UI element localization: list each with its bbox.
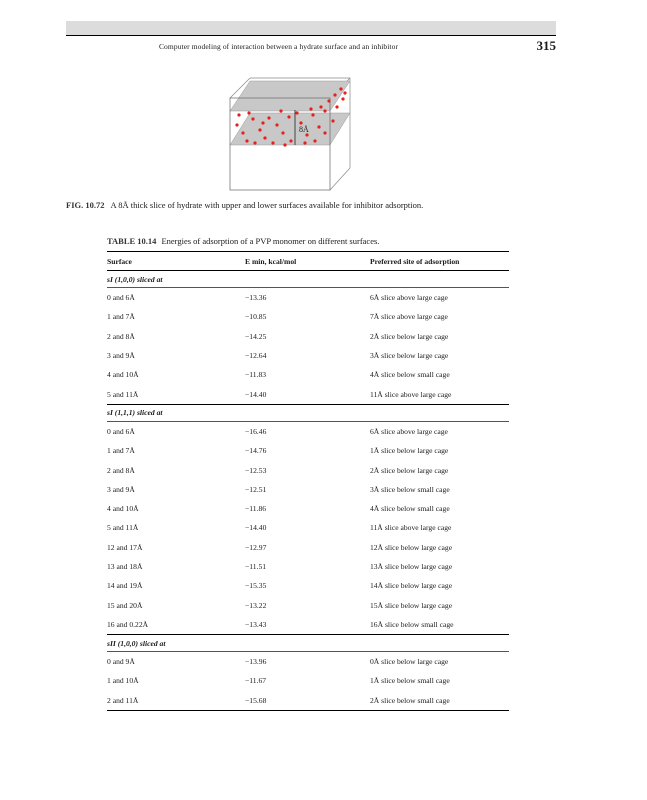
cell-surface: 14 and 19Å: [107, 581, 143, 591]
molecule-dot: [245, 139, 248, 142]
cell-site: 2Å slice below large cage: [370, 465, 449, 475]
molecule-dot: [317, 125, 320, 128]
cell-emin: −12.53: [245, 465, 267, 475]
cell-site: 11Å slice above large cage: [370, 523, 452, 533]
cell-emin: −13.22: [245, 600, 267, 610]
cell-emin: −13.43: [245, 619, 267, 629]
cell-site: 6Å slice above large cage: [370, 293, 448, 303]
table-bottom-rule: [107, 710, 509, 711]
cell-surface: 5 and 11Å: [107, 389, 139, 399]
cell-emin: −15.35: [245, 581, 267, 591]
molecule-dot: [343, 91, 346, 94]
header-site: Preferred site of adsorption: [370, 256, 460, 266]
molecule-dot: [253, 141, 256, 144]
table-row: [107, 288, 509, 307]
molecule-dot: [283, 143, 286, 146]
table-label: TABLE 10.14: [107, 236, 157, 246]
cell-surface: 13 and 18Å: [107, 562, 143, 571]
table-body: [107, 271, 509, 711]
cell-surface: 1 and 10Å: [107, 676, 139, 686]
cell-site: 4Å slice below small cage: [370, 370, 450, 380]
cell-site: 3Å slice below small cage: [370, 484, 450, 494]
molecule-dot: [235, 123, 238, 126]
cell-emin: −14.25: [245, 331, 267, 341]
table-caption-text: Energies of adsorption of a PVP monomer on different surfaces.: [161, 236, 380, 246]
thickness-label: 8Å: [299, 125, 309, 134]
table-row: [107, 365, 509, 384]
header-rule: [66, 35, 556, 36]
molecule-dot: [313, 139, 316, 142]
cell-site: 2Å slice below small cage: [370, 695, 450, 705]
cell-site: 2Å slice below large cage: [370, 331, 449, 341]
molecule-dot: [303, 141, 306, 144]
cell-site: 4Å slice below small cage: [370, 504, 450, 514]
cell-emin: −16.46: [245, 426, 267, 436]
cell-surface: 0 and 6Å: [107, 293, 135, 303]
table-row: [107, 576, 509, 595]
molecule-dot: [237, 113, 240, 116]
cell-site: 14Å slice below large cage: [370, 581, 453, 591]
table-row: [107, 441, 509, 460]
cell-emin: −11.83: [245, 370, 267, 380]
cell-surface: 3 and 9Å: [107, 484, 135, 494]
cell-surface: 15 and 20Å: [107, 600, 143, 610]
cell-emin: −13.36: [245, 293, 267, 303]
molecule-dot: [327, 99, 330, 102]
cell-surface: 1 and 7Å: [107, 446, 135, 456]
table-row: [107, 557, 509, 576]
cell-emin: −11.86: [245, 504, 267, 514]
molecule-dot: [309, 107, 312, 110]
cell-emin: −15.68: [245, 695, 267, 705]
page-number: 315: [536, 38, 556, 53]
molecule-dot: [271, 141, 274, 144]
table-row: [107, 499, 509, 518]
table-row: [107, 346, 509, 365]
cell-surface: 0 and 9Å: [107, 657, 135, 667]
table-section-title: sI (1,0,0) sliced at: [107, 274, 163, 284]
cell-site: 3Å slice below large cage: [370, 351, 449, 361]
cell-surface: 4 and 10Å: [107, 504, 139, 514]
molecule-dot: [323, 131, 326, 134]
table-row: [107, 595, 509, 614]
molecule-dot: [287, 115, 290, 118]
energy-table: [107, 236, 509, 711]
cell-site: 12Å slice below large cage: [370, 542, 453, 552]
cell-emin: −13.96: [245, 657, 267, 667]
cell-surface: 2 and 8Å: [107, 331, 135, 341]
cell-surface: 1 and 7Å: [107, 312, 135, 322]
cell-emin: −10.85: [245, 312, 267, 322]
upper-surface-plane: [230, 81, 350, 111]
molecule-dot: [323, 109, 326, 112]
table-caption: [107, 236, 509, 246]
cell-surface: 0 and 6Å: [107, 426, 135, 436]
table-section-title: sII (1,0,0) sliced at: [107, 638, 166, 648]
table-row: [107, 615, 509, 634]
cell-emin: −14.40: [245, 389, 267, 399]
cell-site: 1Å slice below small cage: [370, 676, 450, 686]
table-row: [107, 422, 509, 441]
cell-surface: 2 and 11Å: [107, 695, 139, 705]
molecule-dot: [331, 119, 334, 122]
cell-surface: 3 and 9Å: [107, 351, 135, 361]
cell-emin: −14.40: [245, 523, 267, 533]
cell-surface: 12 and 17Å: [107, 542, 143, 552]
molecule-dot: [319, 105, 322, 108]
cell-emin: −12.97: [245, 542, 267, 552]
cell-surface: 16 and 0.22Å: [107, 619, 149, 629]
molecule-dot: [267, 116, 270, 119]
cell-site: 6Å slice above large cage: [370, 426, 448, 436]
cell-emin: −14.76: [245, 446, 267, 456]
figure-caption-text: A 8Å thick slice of hydrate with upper and lower surfaces available for inhibitor adsorption.: [110, 200, 424, 210]
table-row: [107, 518, 509, 537]
cell-site: 11Å slice above large cage: [370, 389, 452, 399]
table-row: [107, 480, 509, 499]
table-row: [107, 307, 509, 326]
hydrate-slice-diagram: [225, 63, 365, 193]
cell-site: 1Å slice below large cage: [370, 446, 449, 456]
header-surface: Surface: [107, 256, 132, 266]
table-header-row: [107, 252, 509, 270]
cell-emin: −11.51: [245, 562, 267, 571]
molecule-dot: [289, 139, 292, 142]
molecule-dot: [339, 87, 342, 90]
molecule-dot: [311, 113, 314, 116]
molecule-dot: [295, 111, 298, 114]
table-row: [107, 327, 509, 346]
table-row: [107, 538, 509, 557]
molecule-dot: [241, 131, 244, 134]
table-row: [107, 691, 509, 710]
figure-label: FIG. 10.72: [66, 200, 105, 210]
running-title: Computer modeling of interaction between a hydrate surface and an inhibitor: [158, 42, 399, 51]
cell-emin: −12.64: [245, 351, 267, 361]
box-edge: [330, 168, 350, 190]
cell-site: 13Å slice below large cage: [370, 562, 453, 571]
molecule-dot: [258, 128, 261, 131]
cell-surface: 5 and 11Å: [107, 523, 139, 533]
cell-site: 0Å slice below large cage: [370, 657, 449, 667]
molecule-dot: [261, 121, 264, 124]
table-row: [107, 671, 509, 690]
header-bar: [66, 21, 556, 35]
figure-caption: [66, 200, 423, 210]
hydrate-slice-figure: [225, 63, 365, 193]
header-emin: E min, kcal/mol: [245, 256, 297, 266]
cell-surface: 4 and 10Å: [107, 370, 139, 380]
molecule-dot: [279, 109, 282, 112]
molecule-dot: [275, 123, 278, 126]
table-row: [107, 652, 509, 671]
table-row: [107, 460, 509, 479]
cell-emin: −11.67: [245, 676, 267, 686]
molecule-dot: [263, 136, 266, 139]
cell-emin: −12.51: [245, 484, 267, 494]
molecule-dot: [333, 93, 336, 96]
molecule-dot: [341, 97, 344, 100]
cell-site: 7Å slice above large cage: [370, 312, 448, 322]
molecule-dot: [335, 105, 338, 108]
table-row: [107, 384, 509, 403]
cell-site: 15Å slice below large cage: [370, 600, 453, 610]
molecule-dot: [251, 117, 254, 120]
molecule-dot: [247, 111, 250, 114]
table-section-title: sI (1,1,1) sliced at: [107, 408, 163, 418]
molecule-dot: [281, 131, 284, 134]
cell-surface: 2 and 8Å: [107, 465, 135, 475]
cell-site: 16Å slice below small cage: [370, 619, 454, 629]
